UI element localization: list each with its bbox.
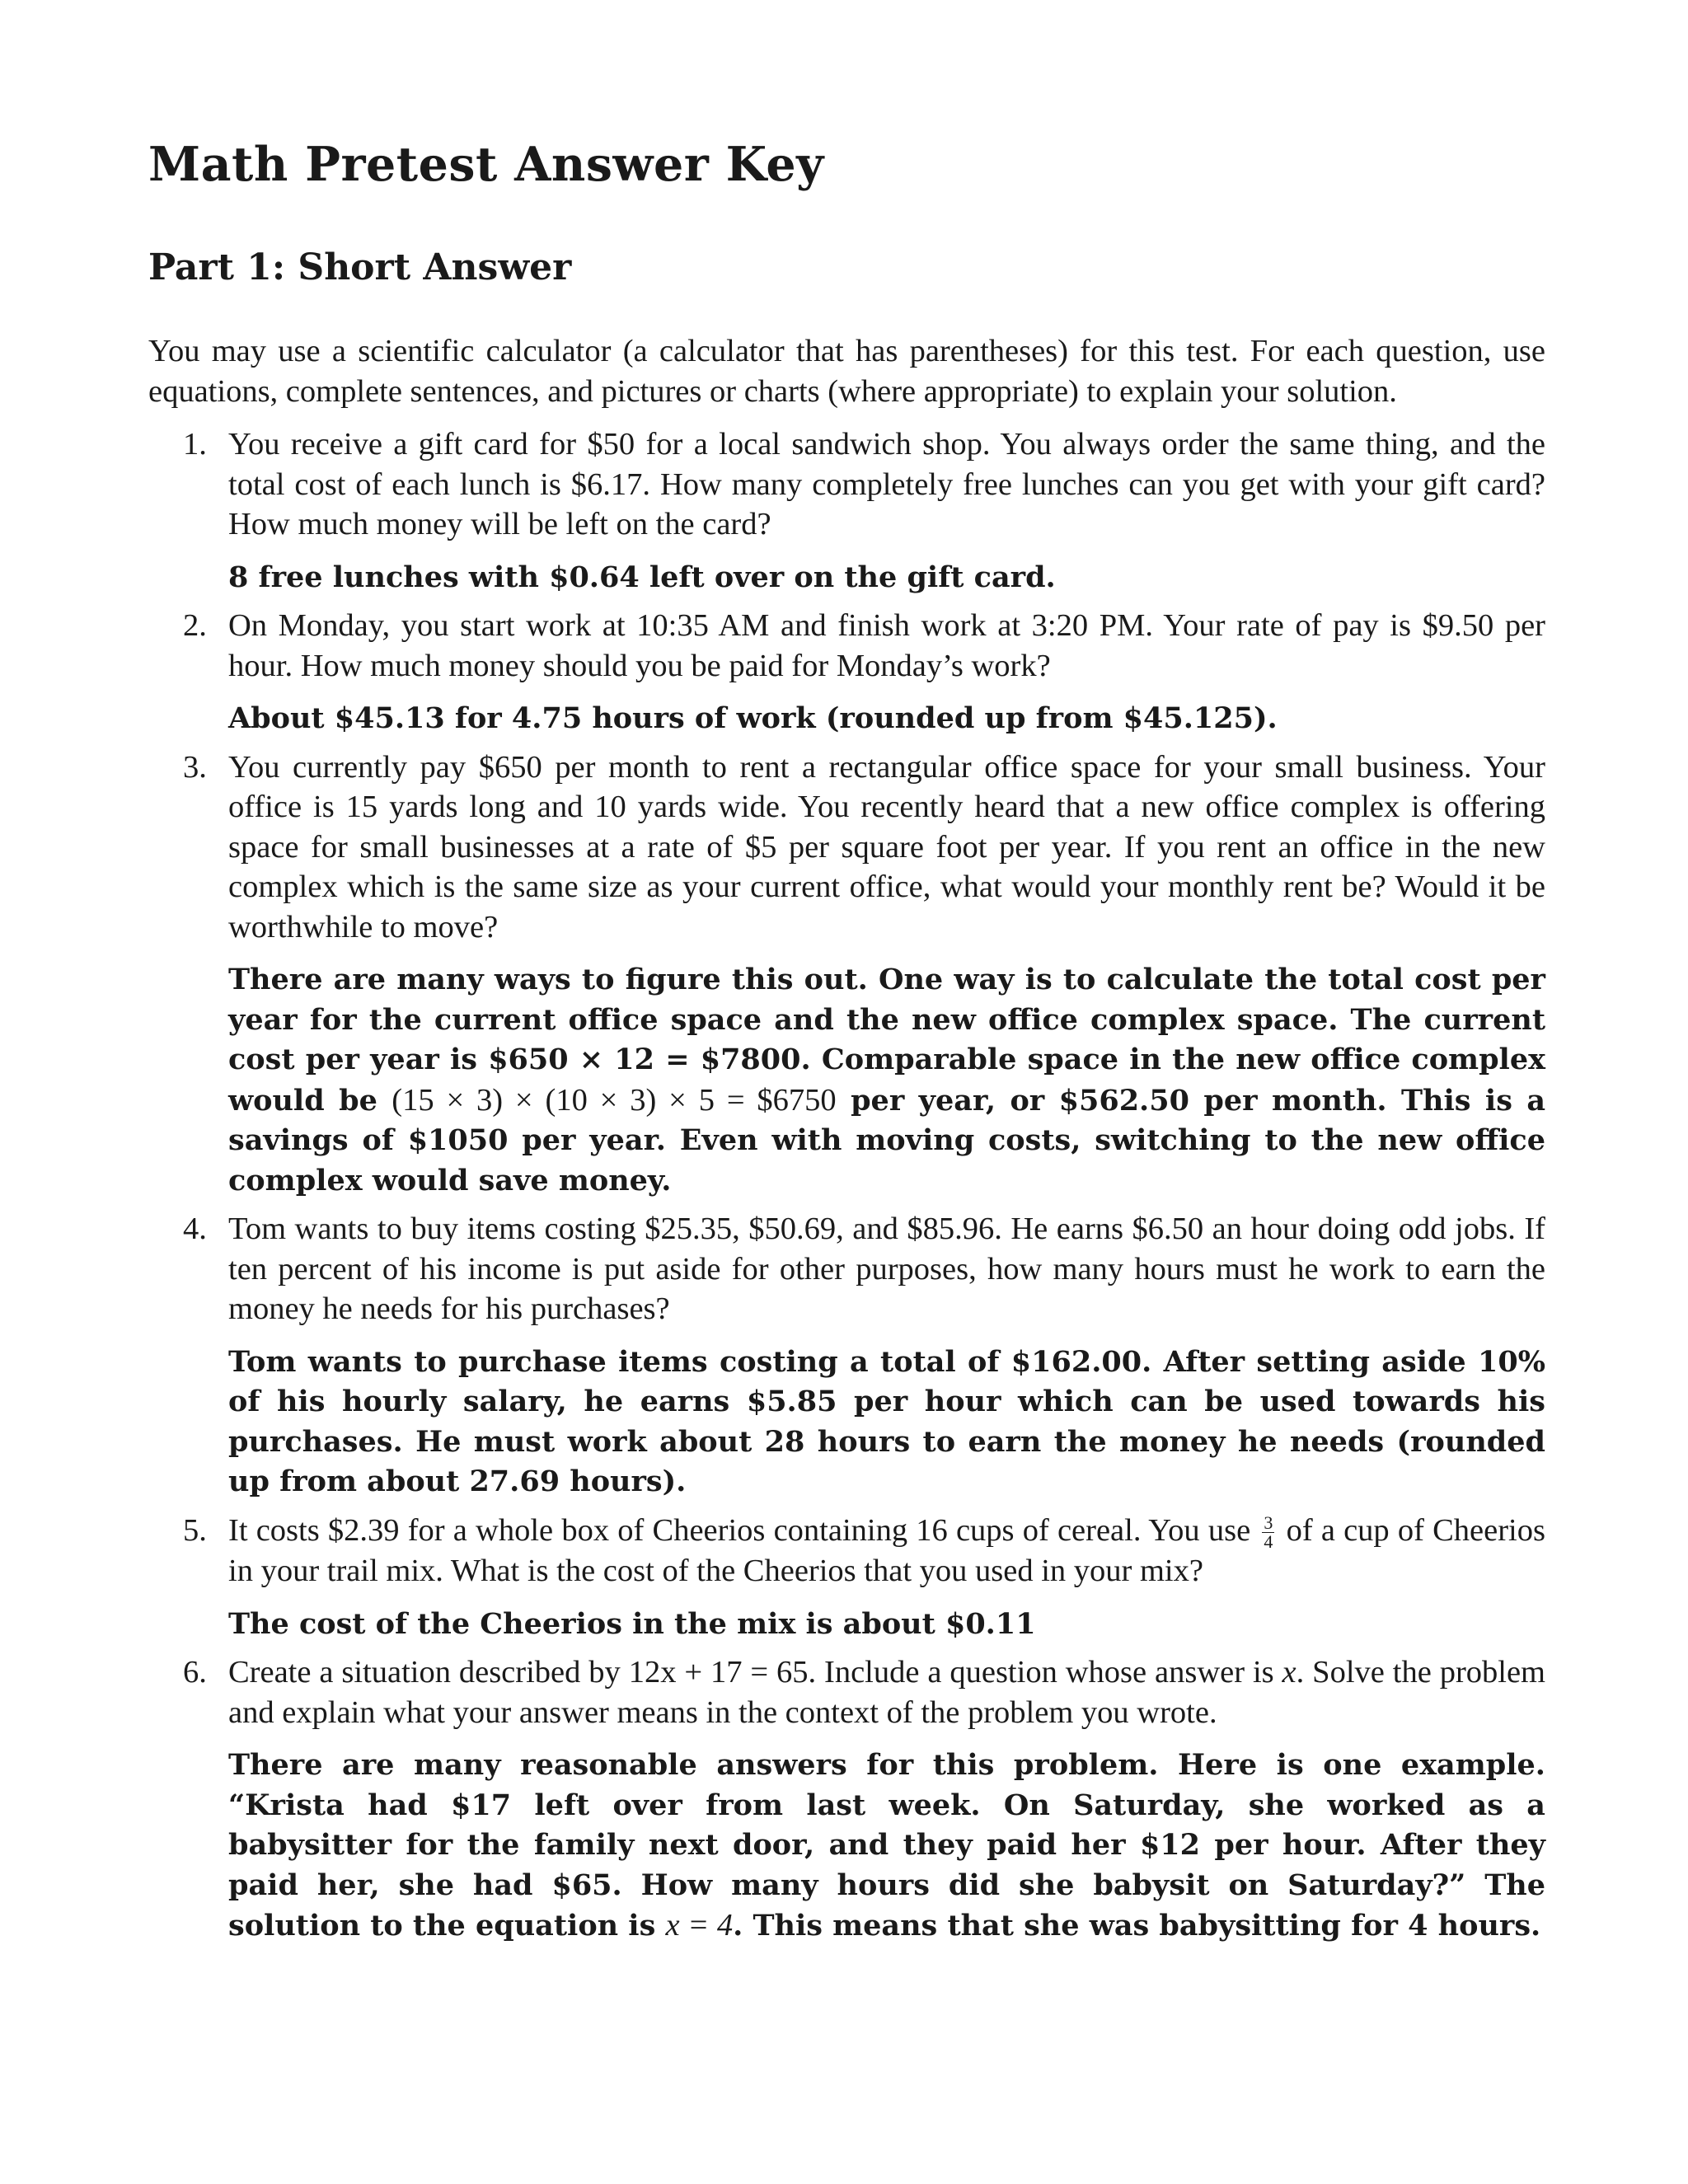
question-segment: . Include a question whose answer is	[808, 1655, 1274, 1690]
answer-segment: per year, or $562.50 per month. This is a savings of $1050 per year. Even with moving costs, switching to the new office complex would save money.	[228, 1083, 1545, 1197]
answer-text: Tom wants to purchase items costing a total of $162.00. After setting aside 10% of his hourly salary, he earns $5.85 per hour which can be used towards his purchases. He must work about 28 hours to earn the money he needs (rounded up from about 27.69 hours).	[228, 1344, 1545, 1498]
question-list	[148, 424, 1545, 1947]
answer-segment: . This means that she was babysitting for 4 hours.	[733, 1909, 1541, 1943]
question-equation: 12x + 17 = 65	[628, 1655, 809, 1690]
question-text	[228, 1511, 1545, 1591]
question-item-1	[148, 424, 1545, 598]
answer-equation: (15 × 3) × (10 × 3) × 5 = $6750	[392, 1082, 837, 1118]
question-item-4	[148, 1209, 1545, 1502]
question-item-6	[148, 1652, 1545, 1947]
question-number: 1.	[183, 427, 207, 462]
question-segment: of a cup of Cheerios in your trail mix. What is the cost of the Cheerios that you used in your mix?	[228, 1512, 1545, 1589]
question-segment: . Solve the problem and explain what your answer means in the context of the problem you wrote.	[228, 1655, 1545, 1730]
question-number: 5.	[183, 1512, 207, 1548]
question-item-5	[148, 1511, 1545, 1645]
answer-text: About $45.13 for 4.75 hours of work (rounded up from $45.125).	[228, 701, 1278, 735]
question-segment: It costs $2.39 for a whole box of Cheerios containing 16 cups of cereal. You use	[228, 1512, 1251, 1548]
question-text: You currently pay $650 per month to rent a rectangular office space for your small business. Your office is 15 yards long and 10 yards wide. You recently heard that a new office complex is offering space for small businesses at a rate of $5 per square foot per year. If you rent an office in the new complex which is the same size as your current office, what would your monthly rent be? Would it be worthwhile to move?	[228, 749, 1545, 944]
question-text: Tom wants to buy items costing $25.35, $50.69, and $85.96. He earns $6.50 an hour doing odd jobs. If ten percent of his income is put aside for other purposes, how many hours must he work to earn the money he needs for his purchases?	[228, 1212, 1545, 1326]
question-text: You receive a gift card for $50 for a local sandwich shop. You always order the same thing, and the total cost of each lunch is $6.17. How many completely free lunches can you get with your gift card? How much money will be left on the card?	[228, 427, 1545, 541]
intro-paragraph: You may use a scientific calculator (a calculator that has parentheses) for this test. For each question, use equations, complete sentences, and pictures or charts (where appropriate) to explain your solution.	[148, 334, 1545, 409]
question-item-3	[148, 748, 1545, 1202]
question-segment: Create a situation described by	[228, 1655, 621, 1690]
question-item-2	[148, 606, 1545, 739]
fraction-numerator: 3	[1264, 1512, 1273, 1534]
question-number: 3.	[183, 749, 207, 785]
question-number: 4.	[183, 1212, 207, 1246]
fraction-denominator: 4	[1264, 1531, 1273, 1553]
question-variable: x	[1282, 1655, 1296, 1690]
question-text	[228, 1652, 1545, 1732]
answer-text	[228, 1746, 1545, 1947]
answer-segment: There are many reasonable answers for this problem. Here is one example. “Krista had $17 left over from last week. On Saturday, she worked as a babysitter for the family next door, and they paid her $12 per hour. After they paid her, she had $65. How many hours did she babysit on Saturday?” The solution to the equation is	[228, 1748, 1545, 1943]
answer-equation: x = 4	[665, 1908, 734, 1943]
answer-text: 8 free lunches with $0.64 left over on the gift card.	[228, 560, 1056, 594]
answer-text	[228, 960, 1545, 1201]
question-text: On Monday, you start work at 10:35 AM and finish work at 3:20 PM. Your rate of pay is $9.50 per hour. How much money should you be paid for Monday’s work?	[228, 608, 1545, 683]
document-page	[148, 132, 1545, 1955]
page-title: Math Pretest Answer Key	[148, 137, 824, 192]
answer-text: The cost of the Cheerios in the mix is about $0.11	[228, 1606, 1036, 1641]
part-heading: Part 1: Short Answer	[148, 246, 572, 288]
question-number: 6.	[183, 1655, 207, 1690]
answer-segment: There are many ways to figure this out. One way is to calculate the total cost per year for the current office space and the new office complex space. The current cost per year is $650 × 12 = $7800. Comparable space in the new office complex would be	[228, 963, 1545, 1118]
question-number: 2.	[183, 608, 207, 643]
fraction	[1262, 1514, 1274, 1551]
